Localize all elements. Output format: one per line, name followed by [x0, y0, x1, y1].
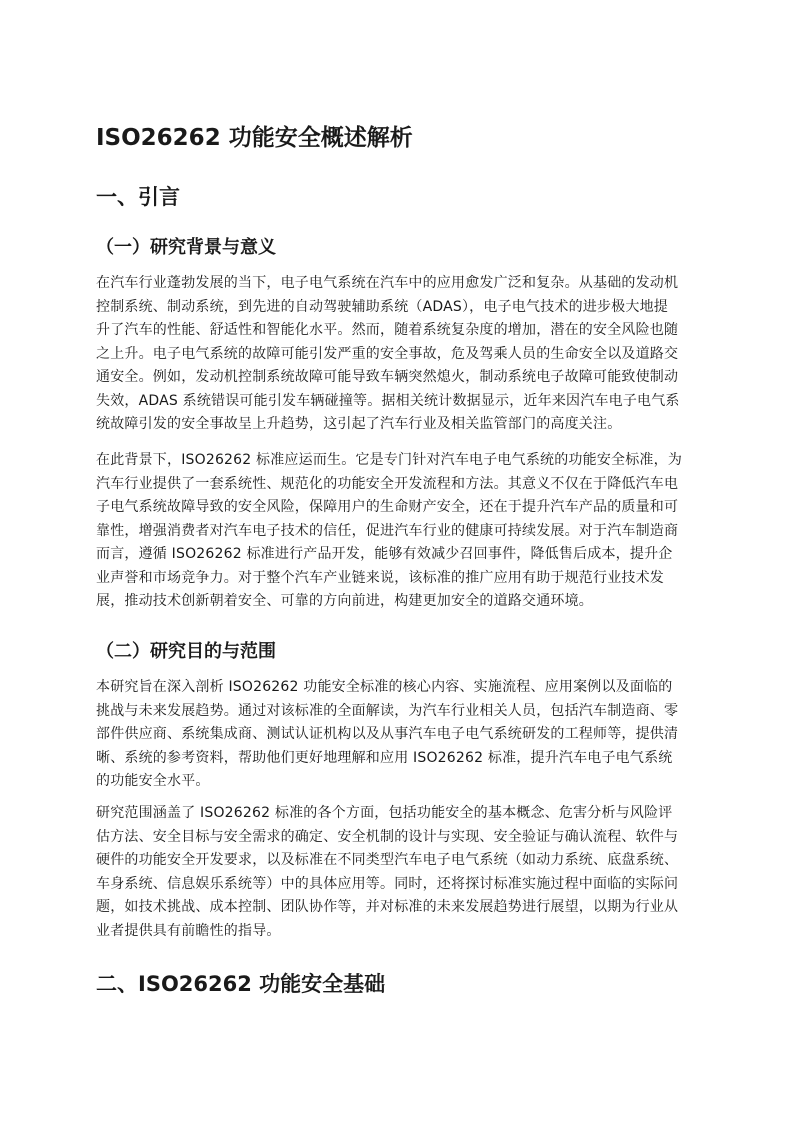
- text-line: 通安全。例如，发动机控制系统故障可能导致车辆突然熄火，制动系统电子故障可能致使制动: [96, 369, 679, 385]
- text-line: 业者提供具有前瞻性的指导。: [96, 922, 281, 939]
- text-line: 题，如技术挑战、成本控制、团队协作等，并对标准的未来发展趋势进行展望，以期为行业从: [96, 899, 679, 915]
- text-line: 的功能安全水平。: [96, 773, 210, 789]
- paragraph-scope-2: [96, 802, 700, 943]
- section-heading-fundamentals: 二、ISO26262 功能安全基础: [96, 972, 386, 996]
- text-line: 估方法、安全目标与安全需求的确定、安全机制的设计与实现、安全验证与确认流程、软件与: [96, 828, 679, 845]
- text-line: 挑战与未来发展趋势。通过对该标准的全面解读，为汽车行业相关人员，包括汽车制造商、零: [96, 702, 679, 719]
- subsection-heading-purpose: （二）研究目的与范围: [96, 641, 276, 662]
- text-line: 车身系统、信息娱乐系统等）中的具体应用等。同时，还将探讨标准实施过程中面临的实际问: [96, 875, 679, 892]
- paragraph-background-2: [96, 449, 700, 614]
- text-line: 统故障引发的安全事故呈上升趋势，这引起了汽车行业及相关监管部门的高度关注。: [96, 416, 622, 432]
- paragraph-purpose-1: [96, 676, 700, 794]
- text-line: 业声誉和市场竞争力。对于整个汽车产业链来说，该标准的推广应用有助于规范行业技术发: [96, 569, 664, 586]
- text-line: 失效，ADAS 系统错误可能引发车辆碰撞等。据相关统计数据显示，近年来因汽车电子电气系: [96, 392, 680, 409]
- text-line: 在此背景下，ISO26262 标准应运而生。它是专门针对汽车电子电气系统的功能安全标准，为: [96, 452, 683, 468]
- text-line: 研究范围涵盖了 ISO26262 标准的各个方面，包括功能安全的基本概念、危害分析与风险评: [96, 805, 673, 821]
- text-line: 之上升。电子电气系统的故障可能引发严重的安全事故，危及驾乘人员的生命安全以及道路交: [96, 345, 679, 362]
- text-line: 子电气系统故障导致的安全风险，保障用户的生命财产安全，还在于提升汽车产品的质量和可: [96, 499, 679, 515]
- text-line: 在汽车行业蓬勃发展的当下，电子电气系统在汽车中的应用愈发广泛和复杂。从基础的发动机: [96, 275, 679, 291]
- text-line: 升了汽车的性能、舒适性和智能化水平。然而，随着系统复杂度的增加，潜在的安全风险也随: [96, 322, 679, 338]
- text-line: 硬件的功能安全开发要求，以及标准在不同类型汽车电子电气系统（如动力系统、底盘系统、: [96, 852, 679, 868]
- section-heading-introduction: 一、引言: [96, 185, 180, 209]
- text-line: 部件供应商、系统集成商、测试认证机构以及从事汽车电子电气系统研发的工程师等，提供清: [96, 726, 679, 742]
- text-line: 控制系统、制动系统，到先进的自动驾驶辅助系统（ADAS），电子电气技术的进步极大地提: [96, 298, 668, 315]
- text-line: 晰、系统的参考资料，帮助他们更好地理解和应用 ISO26262 标准，提升汽车电子电气系统: [96, 749, 673, 766]
- text-line: 靠性，增强消费者对汽车电子技术的信任，促进汽车行业的健康可持续发展。对于汽车制造商: [96, 522, 679, 539]
- text-line: 而言，遵循 ISO26262 标准进行产品开发，能够有效减少召回事件，降低售后成本，提升企: [96, 546, 673, 562]
- subsection-heading-background: （一）研究背景与意义: [96, 237, 276, 258]
- text-line: 展，推动技术创新朝着安全、可靠的方向前进，构建更加安全的道路交通环境。: [96, 593, 593, 609]
- document-title: ISO26262 功能安全概述解析: [96, 125, 413, 151]
- text-line: 本研究旨在深入剖析 ISO26262 功能安全标准的核心内容、实施流程、应用案例以及面临的: [96, 679, 673, 695]
- text-line: 汽车行业提供了一套系统性、规范化的功能安全开发流程和方法。其意义不仅在于降低汽车电: [96, 475, 679, 492]
- paragraph-background-1: [96, 272, 700, 437]
